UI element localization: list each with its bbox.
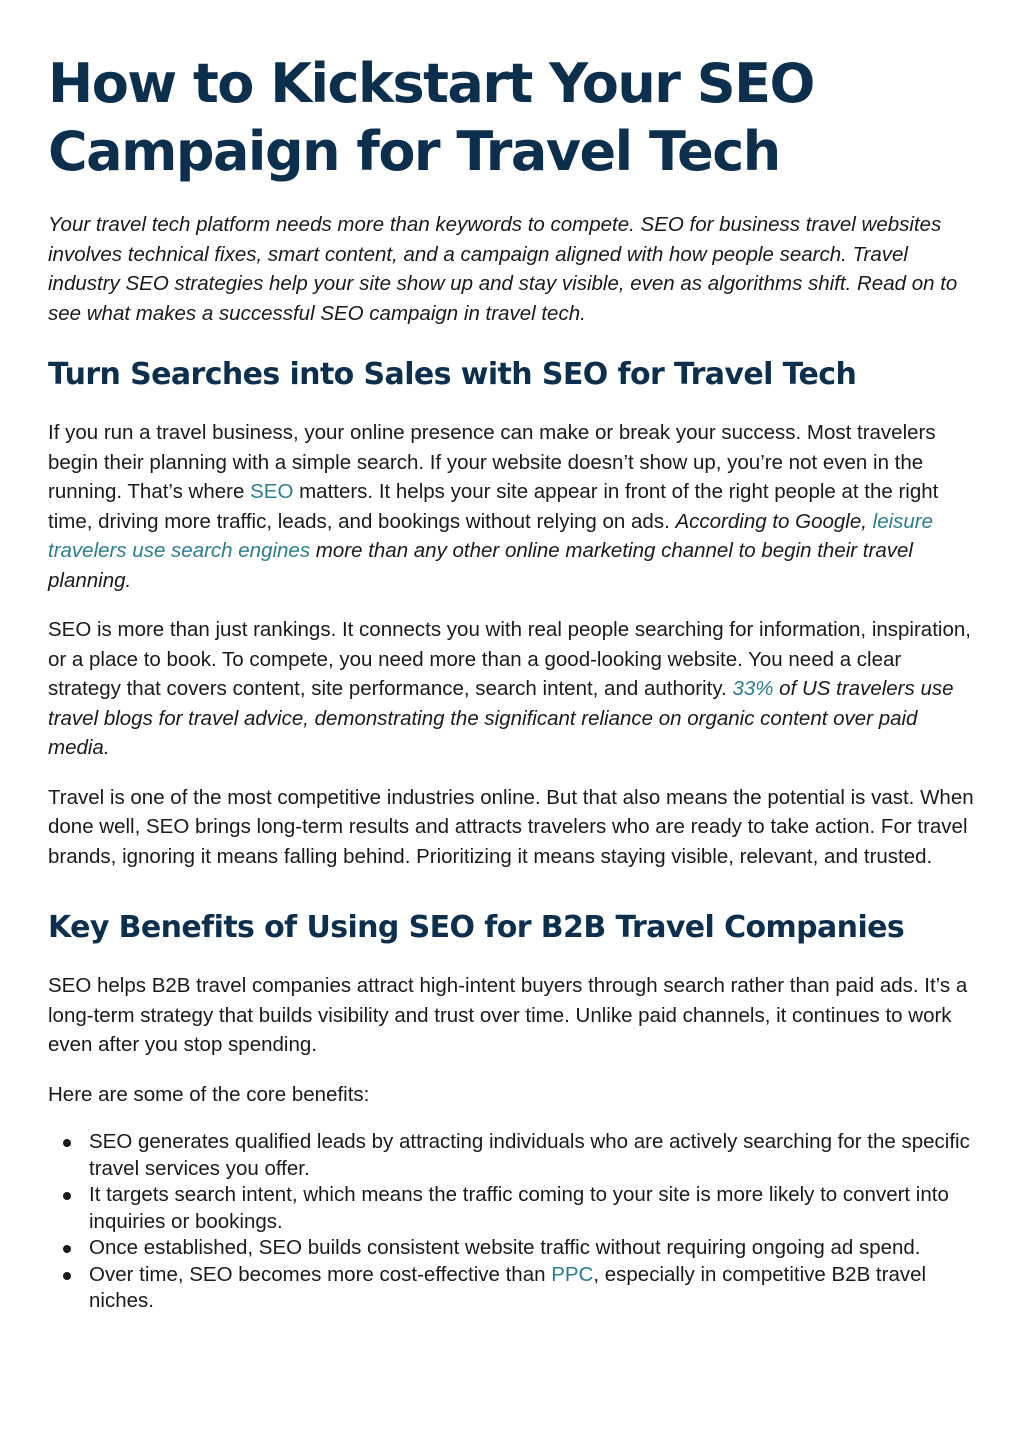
section1-paragraph-1 (48, 418, 978, 595)
intro-paragraph: Your travel tech platform needs more than keywords to compete. SEO for business travel websites involves technical fixes, smart content, and a campaign aligned with how people search. Travel industry SEO strategies help your site show up and stay visible, even as algorithms shift. Read on to see what makes a successful SEO campaign in travel tech. (48, 213, 958, 325)
section1-p1-text-continued: matters. It helps your site appear in front of the right people at the right time, driving more traffic, leads, and bookings without relying on ads. (48, 480, 939, 533)
section1-paragraph-3: Travel is one of the most competitive industries online. But that also means the potential is vast. When done well, SEO brings long-term results and attracts travelers who are ready to take action. For travel brands, ignoring it means falling behind. Prioritizing it means staying visible, relevant, and trusted. (48, 785, 974, 868)
google-quote-rest: more than any other online marketing channel to begin their travel planning. (48, 539, 913, 592)
benefits-list (48, 1129, 978, 1315)
benefit-text: It targets search intent, which means the traffic coming to your site is more likely to convert into inquiries or bookings. (89, 1183, 949, 1233)
section2-paragraph-1: SEO helps B2B travel companies attract high-intent buyers through search rather than paid ads. It’s a long-term strategy that builds visibility and trust over time. Unlike paid channels, it continues to work even after you stop spending. (48, 974, 968, 1056)
seo-link[interactable]: SEO (250, 480, 294, 503)
page-title: How to Kickstart Your SEO Campaign for Travel Tech (48, 52, 814, 183)
benefit-text: Once established, SEO builds consistent website traffic without requiring ongoing ad spend. (89, 1236, 921, 1259)
section-heading-searches-to-sales: Turn Searches into Sales with SEO for Travel Tech (48, 357, 857, 392)
bullet-icon (63, 1139, 71, 1147)
article (48, 50, 978, 1315)
leisure-travelers-link[interactable]: leisure travelers use search engines (48, 509, 934, 562)
list-item (48, 1235, 978, 1262)
list-item (48, 1129, 978, 1182)
ppc-link[interactable]: PPC (551, 1262, 594, 1286)
travel-blogs-stat-text: of US travelers use travel blogs for travel advice, demonstrating the significant reliance on organic content over paid media. (48, 677, 954, 759)
google-quote-lead: According to Google, (675, 509, 873, 533)
bullet-icon (63, 1245, 71, 1253)
stat-33-percent-link[interactable]: 33% (732, 677, 774, 700)
list-item (48, 1262, 978, 1315)
benefit-text: Over time, SEO becomes more cost-effective than (89, 1262, 552, 1286)
section-heading-key-benefits: Key Benefits of Using SEO for B2B Travel Companies (48, 910, 905, 945)
benefit-text-continued: , especially in competitive B2B travel niches. (89, 1262, 927, 1312)
benefit-text: SEO generates qualified leads by attracting individuals who are actively searching for the specific travel services you offer. (89, 1130, 970, 1180)
list-item (48, 1182, 978, 1235)
bullet-icon (63, 1272, 71, 1280)
bullet-icon (63, 1192, 71, 1200)
section1-p1-text: If you run a travel business, your online presence can make or break your success. Most travelers begin their planning with a simple search. If your website doesn’t show up, you’re not even in the running. That’s where (48, 421, 936, 503)
section1-p2-text: SEO is more than just rankings. It connects you with real people searching for information, inspiration, or a place to book. To compete, you need more than a good-looking website. You need a clear strategy that covers content, site performance, search intent, and authority. (48, 618, 971, 700)
section2-paragraph-2: Here are some of the core benefits: (48, 1082, 370, 1106)
section1-paragraph-2 (48, 615, 978, 763)
